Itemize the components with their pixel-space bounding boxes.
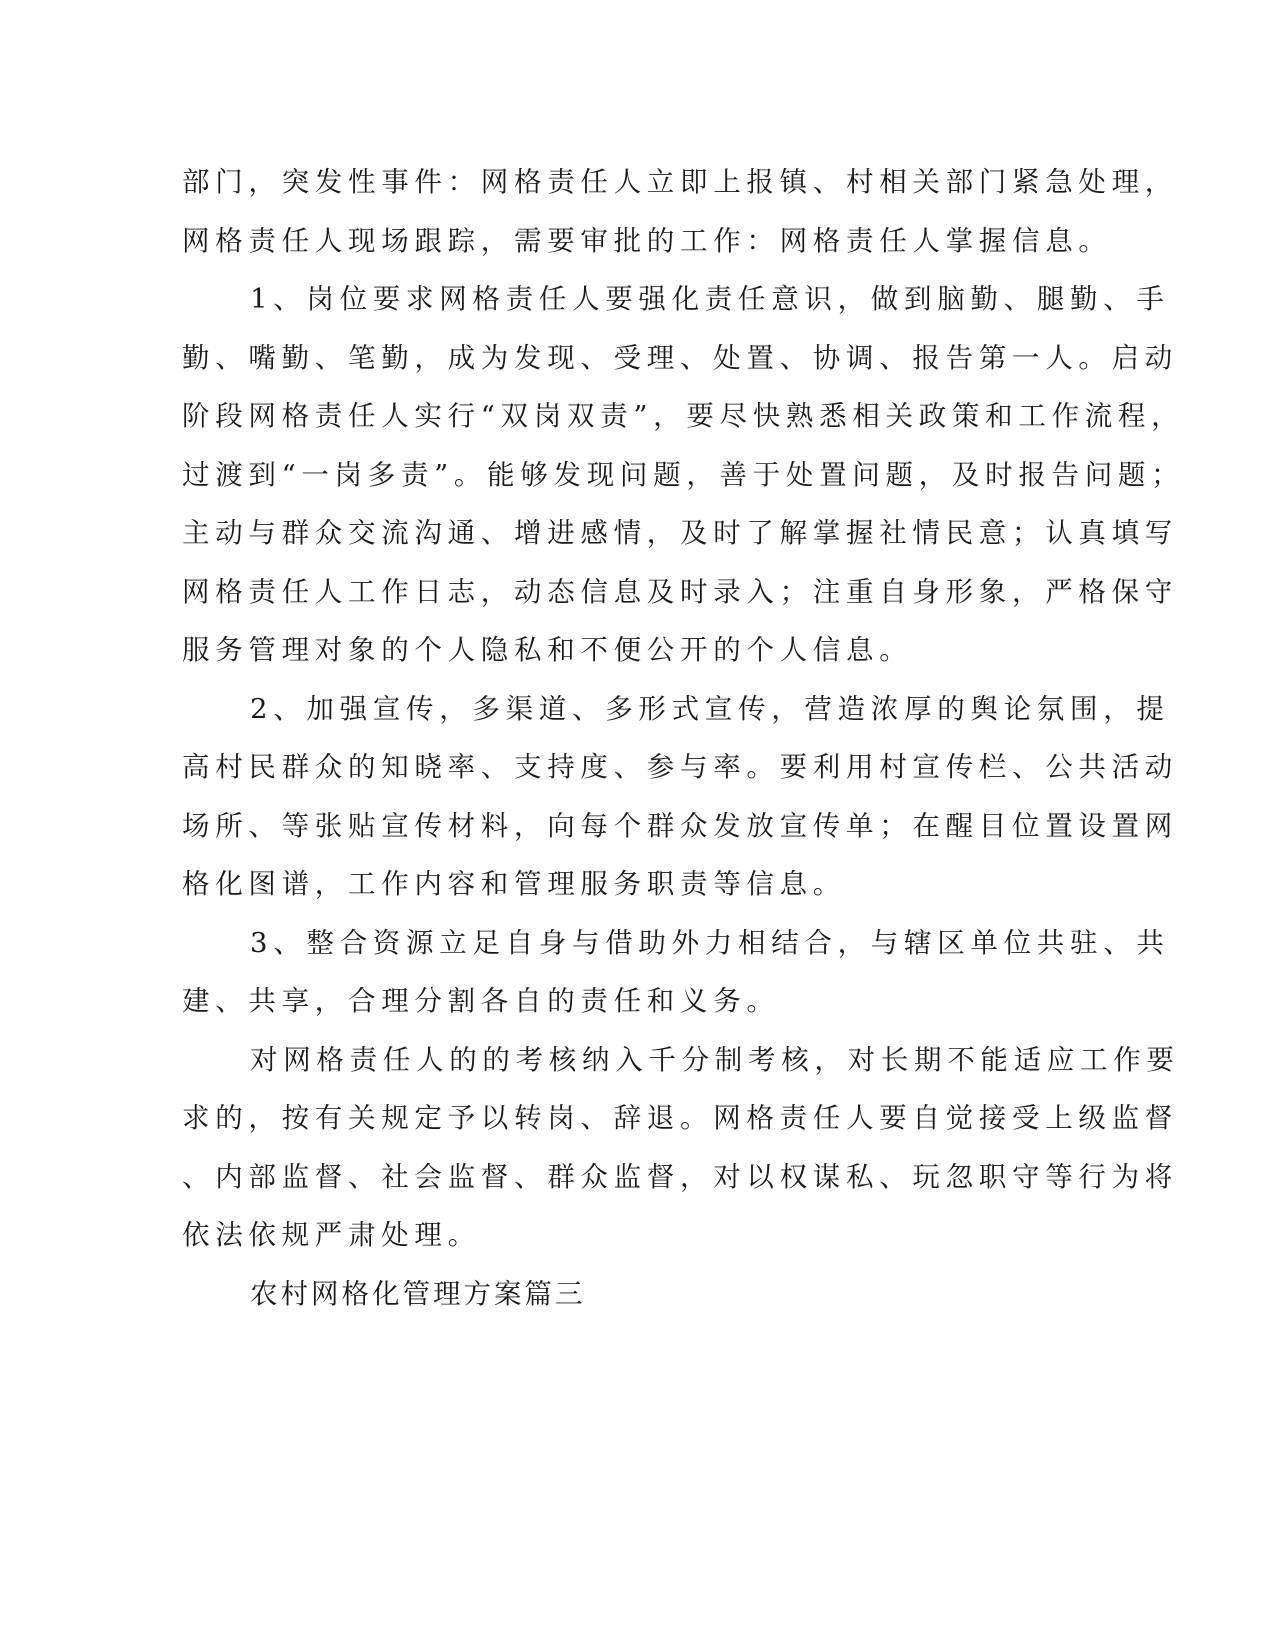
text-line: 网格责任人工作日志，动态信息及时录入；注重自身形象，严格保守 [182, 576, 1178, 608]
text-line: 部门，突发性事件：网格责任人立即上报镇、村相关部门紧急处理， [182, 166, 1178, 198]
text-line: 场所、等张贴宣传材料，向每个群众发放宣传单；在醒目位置设置网 [182, 810, 1178, 842]
paragraph-3-start: 3、整合资源立足自身与借助外力相结合，与辖区单位共驻、共 [250, 927, 1170, 959]
paragraph-4-start: 对网格责任人的的考核纳入千分制考核，对长期不能适应工作要 [250, 1044, 1180, 1076]
paragraph-2-start: 2、加强宣传，多渠道、多形式宣传，营造浓厚的舆论氛围，提 [250, 693, 1170, 725]
text-line: 网格责任人现场跟踪，需要审批的工作：网格责任人掌握信息。 [182, 225, 1112, 257]
text-line: 勤、嘴勤、笔勤，成为发现、受理、处置、协调、报告第一人。启动 [182, 342, 1178, 374]
text-line: 格化图谱，工作内容和管理服务职责等信息。 [182, 868, 846, 900]
text-line: 建、共享，合理分割各自的责任和义务。 [182, 985, 780, 1017]
section-title: 农村网格化管理方案篇三 [250, 1278, 586, 1310]
text-line: 过渡到“一岗多责”。能够发现问题，善于处置问题，及时报告问题； [182, 459, 1185, 491]
text-line: 高村民群众的知晓率、支持度、参与率。要利用村宣传栏、公共活动 [182, 751, 1178, 783]
text-line: 求的，按有关规定予以转岗、辞退。网格责任人要自觉接受上级监督 [182, 1102, 1178, 1134]
text-line: 依法依规严肃处理。 [182, 1219, 481, 1251]
paragraph-1-start: 1、岗位要求网格责任人要强化责任意识，做到脑勤、腿勤、手 [250, 283, 1170, 315]
text-line: 阶段网格责任人实行“双岗双责”，要尽快熟悉相关政策和工作流程， [182, 400, 1185, 432]
text-line: 主动与群众交流沟通、增进感情，及时了解掌握社情民意；认真填写 [182, 517, 1178, 549]
text-line: 、内部监督、社会监督、群众监督，对以权谋私、玩忽职守等行为将 [182, 1161, 1178, 1193]
text-line: 服务管理对象的个人隐私和不便公开的个人信息。 [182, 634, 913, 666]
